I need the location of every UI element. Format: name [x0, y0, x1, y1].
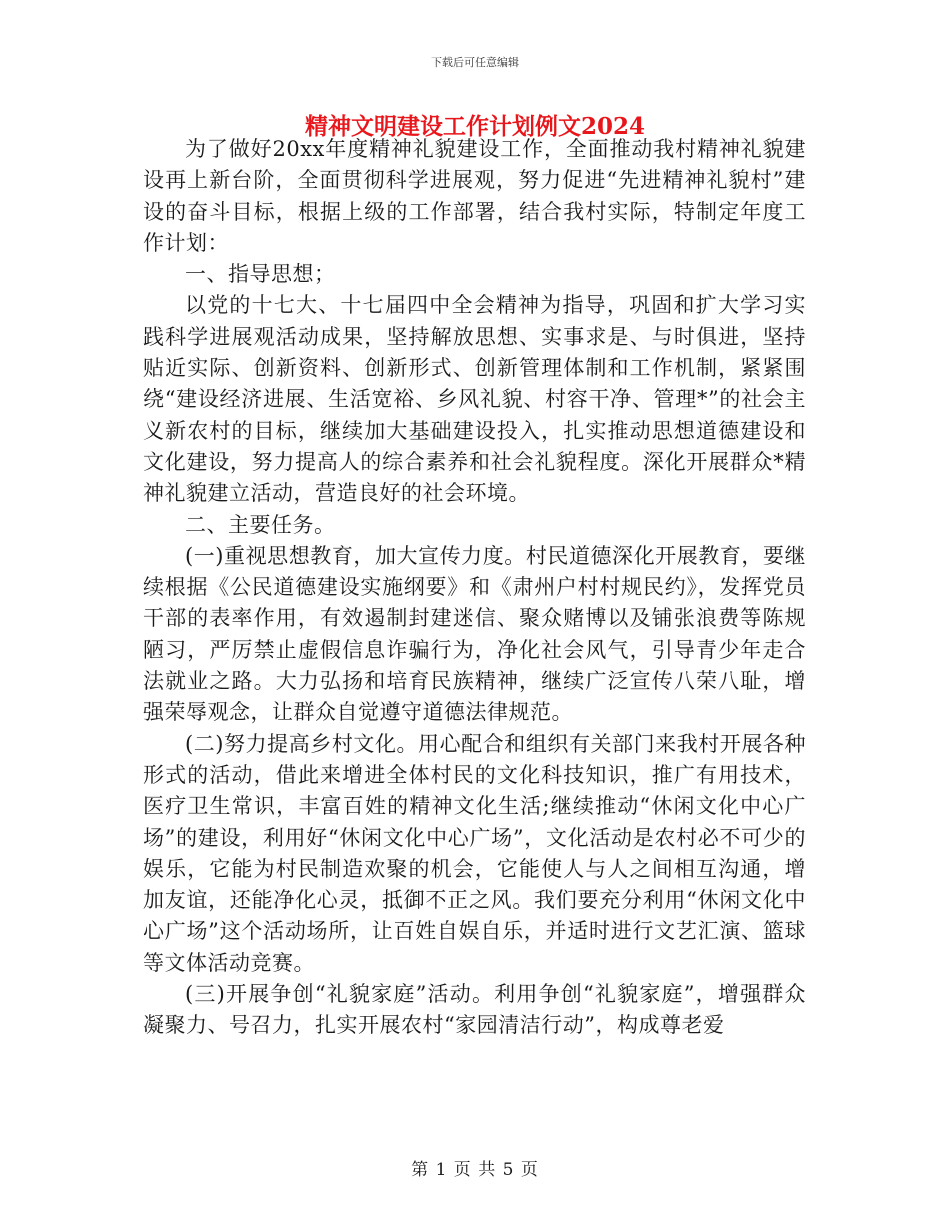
page-indicator: 第 1 页 共 5 页	[411, 1160, 539, 1180]
section-heading-guiding-ideology: 一、指导思想；	[185, 262, 336, 287]
paragraph-task-3: (三)开展争创“礼貌家庭”活动。利用争创“礼貌家庭”，增强群众凝聚力、号召力，扎实开展农村“家园清洁行动”，构成尊老爱	[143, 982, 806, 1038]
section-heading-main-tasks: 二、主要任务。	[185, 512, 336, 537]
paragraph-task-1: (一)重视思想教育，加大宣传力度。村民道德深化开展教育，要继续根据《公民道德建设实施纲要》和《肃州户村村规民约》，发挥党员干部的表率作用，有效遏制封建迷信、聚众赌博以及铺张浪费等陈规陋习，严厉禁止虚假信息诈骗行为，净化社会风气，引导青少年走合法就业之路。大力弘扬和培育民族精神，继续广泛宣传八荣八耻，增强荣辱观念，让群众自觉遵守道德法律规范。	[143, 543, 806, 725]
paragraph-guiding-ideology: 以党的十七大、十七届四中全会精神为指导，巩固和扩大学习实践科学进展观活动成果，坚持解放思想、实事求是、与时俱进，坚持贴近实际、创新资料、创新形式、创新管理体制和工作机制，紧紧围绕“建设经济进展、生活宽裕、乡风礼貌、村容干净、管理*”的社会主义新农村的目标，继续加大基础建设投入，扎实推动思想道德建设和文化建设，努力提高人的综合素养和社会礼貌程度。深化开展群众*精神礼貌建立活动，营造良好的社会环境。	[143, 293, 806, 506]
document-title: 精神文明建设工作计划例文2024	[304, 113, 645, 140]
paragraph-task-2: (二)努力提高乡村文化。用心配合和组织有关部门来我村开展各种形式的活动，借此来增进全体村民的文化科技知识，推广有用技术，医疗卫生常识，丰富百姓的精神文化生活;继续推动“休闲文化中心广场”的建设，利用好“休闲文化中心广场”，文化活动是农村必不可少的娱乐，它能为村民制造欢聚的机会，它能使人与人之间相互沟通，增加友谊，还能净化心灵，抵御不正之风。我们要充分利用“休闲文化中心广场”这个活动场所，让百姓自娱自乐，并适时进行文艺汇演、篮球等文体活动竞赛。	[143, 731, 806, 975]
document-body	[143, 134, 806, 1042]
paragraph-intro: 为了做好20xx年度精神礼貌建设工作，全面推动我村精神礼貌建设再上新台阶，全面贯彻科学进展观，努力促进“先进精神礼貌村”建设的奋斗目标，根据上级的工作部署，结合我村实际，特制定年度工作计划：	[143, 137, 806, 255]
header-note: 下载后可任意编辑	[431, 56, 519, 69]
